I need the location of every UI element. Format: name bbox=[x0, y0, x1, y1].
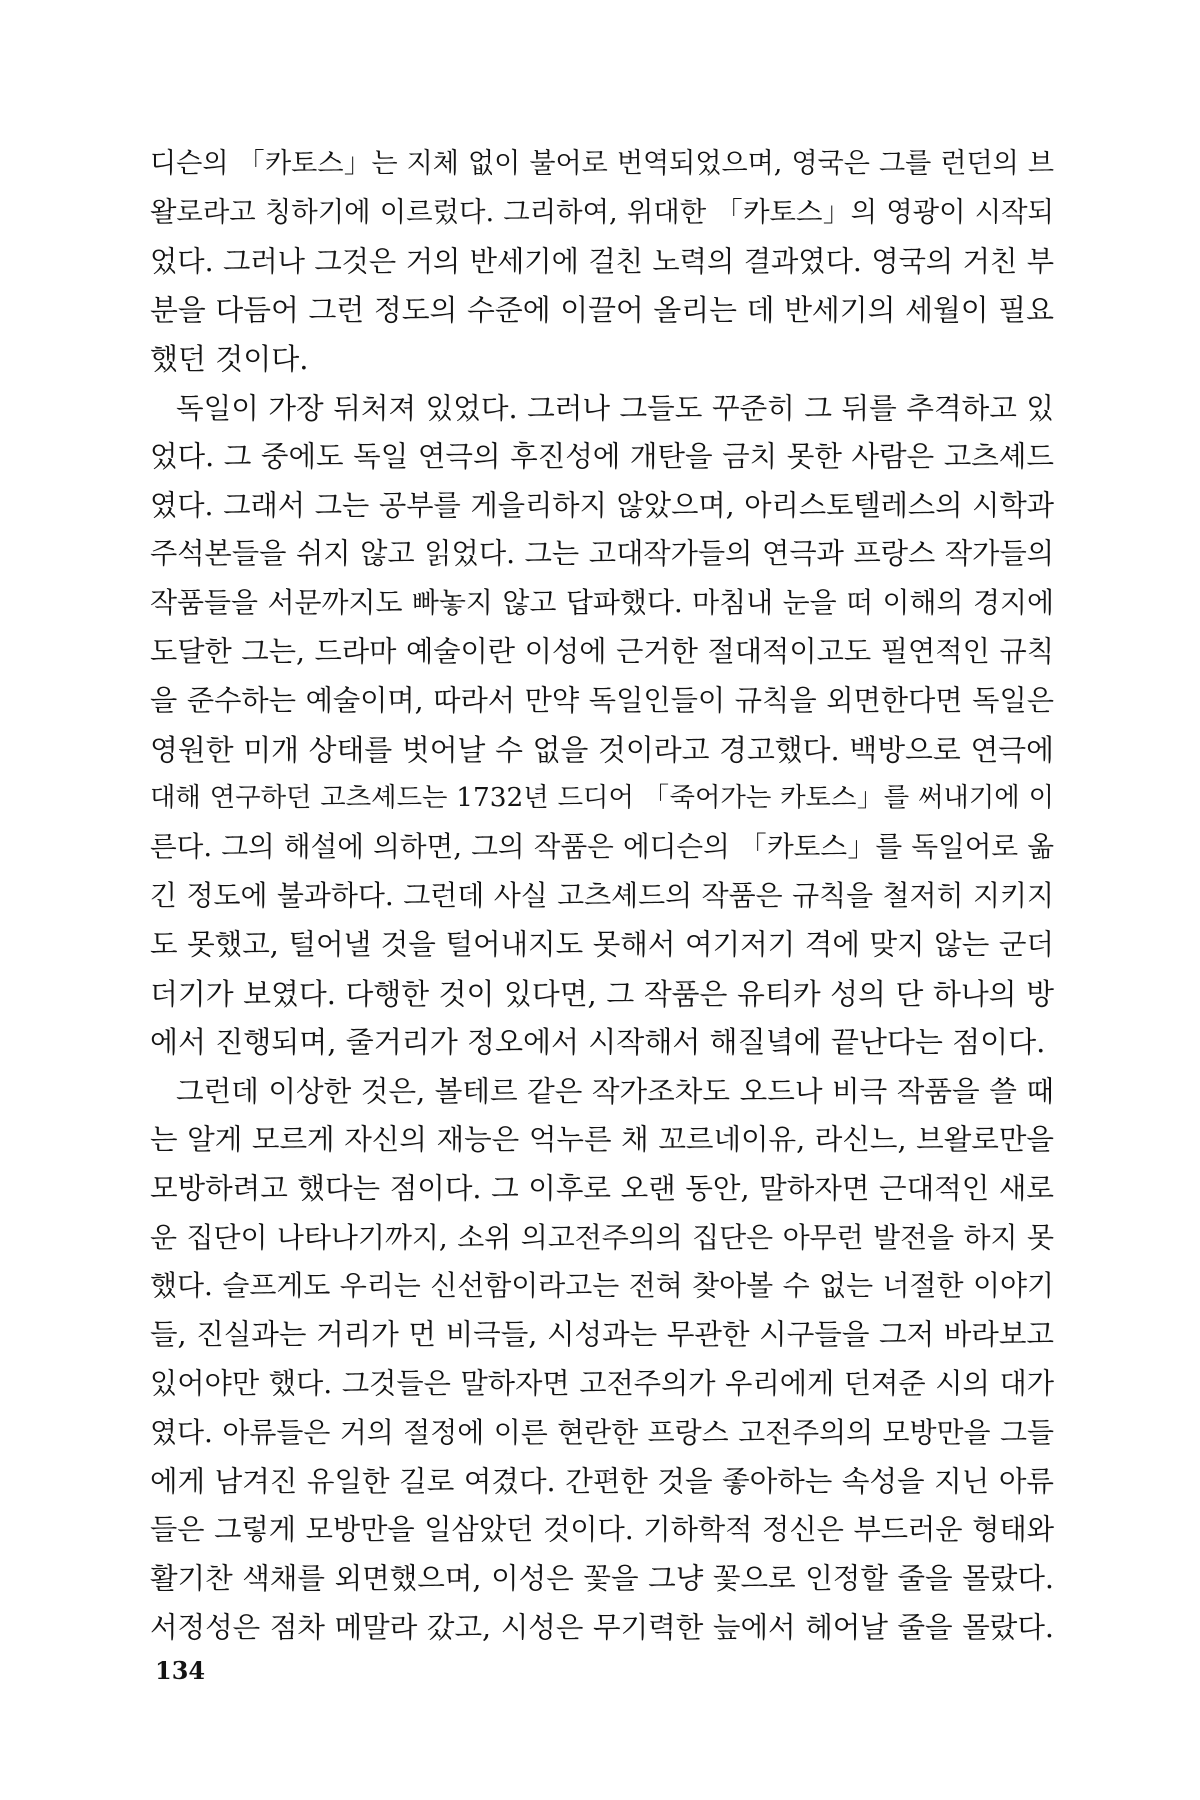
text-line: 도 못했고, 털어낼 것을 털어내지도 못해서 여기저기 격에 맞지 않는 군더 bbox=[150, 927, 1054, 961]
text-line: 독일이 가장 뒤처져 있었다. 그러나 그들도 꾸준히 그 뒤를 추격하고 있 bbox=[176, 390, 1054, 425]
text-line: 였다. 그래서 그는 공부를 게을리하지 않았으며, 아리스토텔레스의 시학과 bbox=[150, 488, 1054, 522]
text-line: 들은 그렇게 모방만을 일삼았던 것이다. 기하학적 정신은 부드러운 형태와 bbox=[150, 1513, 1054, 1547]
text-line: 는 알게 모르게 자신의 재능은 억누른 채 꼬르네이유, 라신느, 브왈로만을 bbox=[150, 1122, 1054, 1156]
body-text bbox=[150, 140, 1054, 1653]
text-line: 서정성은 점차 메말라 갔고, 시성은 무기력한 늪에서 헤어날 줄을 몰랐다. bbox=[150, 1610, 1054, 1644]
text-line: 도달한 그는, 드라마 예술이란 이성에 근거한 절대적이고도 필연적인 규칙 bbox=[150, 634, 1054, 668]
text-line: 작품들을 서문까지도 빠놓지 않고 답파했다. 마침내 눈을 떠 이해의 경지에 bbox=[150, 586, 1054, 620]
text-line: 디슨의 「카토스」는 지체 없이 불어로 번역되었으며, 영국은 그를 런던의 브 bbox=[150, 148, 1054, 179]
text-line: 분을 다듬어 그런 정도의 수준에 이끌어 올리는 데 반세기의 세월이 필요 bbox=[150, 293, 1054, 328]
text-line: 른다. 그의 해설에 의하면, 그의 작품은 에디슨의 「카토스」를 독일어로 옮 bbox=[150, 830, 1054, 864]
text-line: 에서 진행되며, 줄거리가 정오에서 시작해서 해질녘에 끝난다는 점이다. bbox=[150, 1025, 1046, 1060]
text-line: 었다. 그 중에도 독일 연극의 후진성에 개탄을 금치 못한 사람은 고츠셰드 bbox=[150, 439, 1054, 473]
page-number: 134 bbox=[155, 1656, 206, 1685]
text-line: 대해 연구하던 고츠셰드는 1732년 드디어 「죽어가는 카토스」를 써내기에 이 bbox=[150, 783, 1054, 814]
text-line: 그런데 이상한 것은, 볼테르 같은 작가조차도 오드나 비극 작품을 쓸 때 bbox=[176, 1074, 1054, 1109]
text-line: 에게 남겨진 유일한 길로 여겼다. 간편한 것을 좋아하는 속성을 지닌 아류 bbox=[150, 1464, 1054, 1498]
text-line: 더기가 보였다. 다행한 것이 있다면, 그 작품은 유티카 성의 단 하나의 방 bbox=[150, 976, 1054, 1011]
text-line: 활기찬 색채를 외면했으며, 이성은 꽃을 그냥 꽃으로 인정할 줄을 몰랐다. bbox=[150, 1562, 1054, 1596]
text-line: 영원한 미개 상태를 벗어날 수 없을 것이라고 경고했다. 백방으로 연극에 bbox=[150, 732, 1054, 767]
text-line: 였다. 아류들은 거의 절정에 이른 현란한 프랑스 고전주의의 모방만을 그들 bbox=[150, 1415, 1054, 1449]
text-line: 을 준수하는 예술이며, 따라서 만약 독일인들이 규칙을 외면한다면 독일은 bbox=[150, 683, 1054, 717]
text-line: 모방하려고 했다는 점이다. 그 이후로 오랜 동안, 말하자면 근대적인 새로 bbox=[150, 1171, 1054, 1205]
text-line: 운 집단이 나타나기까지, 소위 의고전주의의 집단은 아무런 발전을 하지 못 bbox=[150, 1220, 1054, 1254]
text-line: 긴 정도에 불과하다. 그런데 사실 고츠셰드의 작품은 규칙을 철저히 지키지 bbox=[150, 878, 1054, 912]
text-line: 왈로라고 칭하기에 이르렀다. 그리하여, 위대한 「카토스」의 영광이 시작되 bbox=[150, 196, 1054, 228]
text-line: 했다. 슬프게도 우리는 신선함이라고는 전혀 찾아볼 수 없는 너절한 이야기 bbox=[150, 1269, 1054, 1303]
text-line: 주석본들을 쉬지 않고 읽었다. 그는 고대작가들의 연극과 프랑스 작가들의 bbox=[150, 537, 1054, 571]
text-line: 들, 진실과는 거리가 먼 비극들, 시성과는 무관한 시구들을 그저 바라보고 bbox=[150, 1318, 1054, 1352]
text-line: 했던 것이다. bbox=[150, 342, 309, 377]
text-line: 있어야만 했다. 그것들은 말하자면 고전주의가 우리에게 던져준 시의 대가 bbox=[150, 1366, 1054, 1400]
text-line: 었다. 그러나 그것은 거의 반세기에 걸친 노력의 결과였다. 영국의 거친 부 bbox=[150, 244, 1054, 278]
